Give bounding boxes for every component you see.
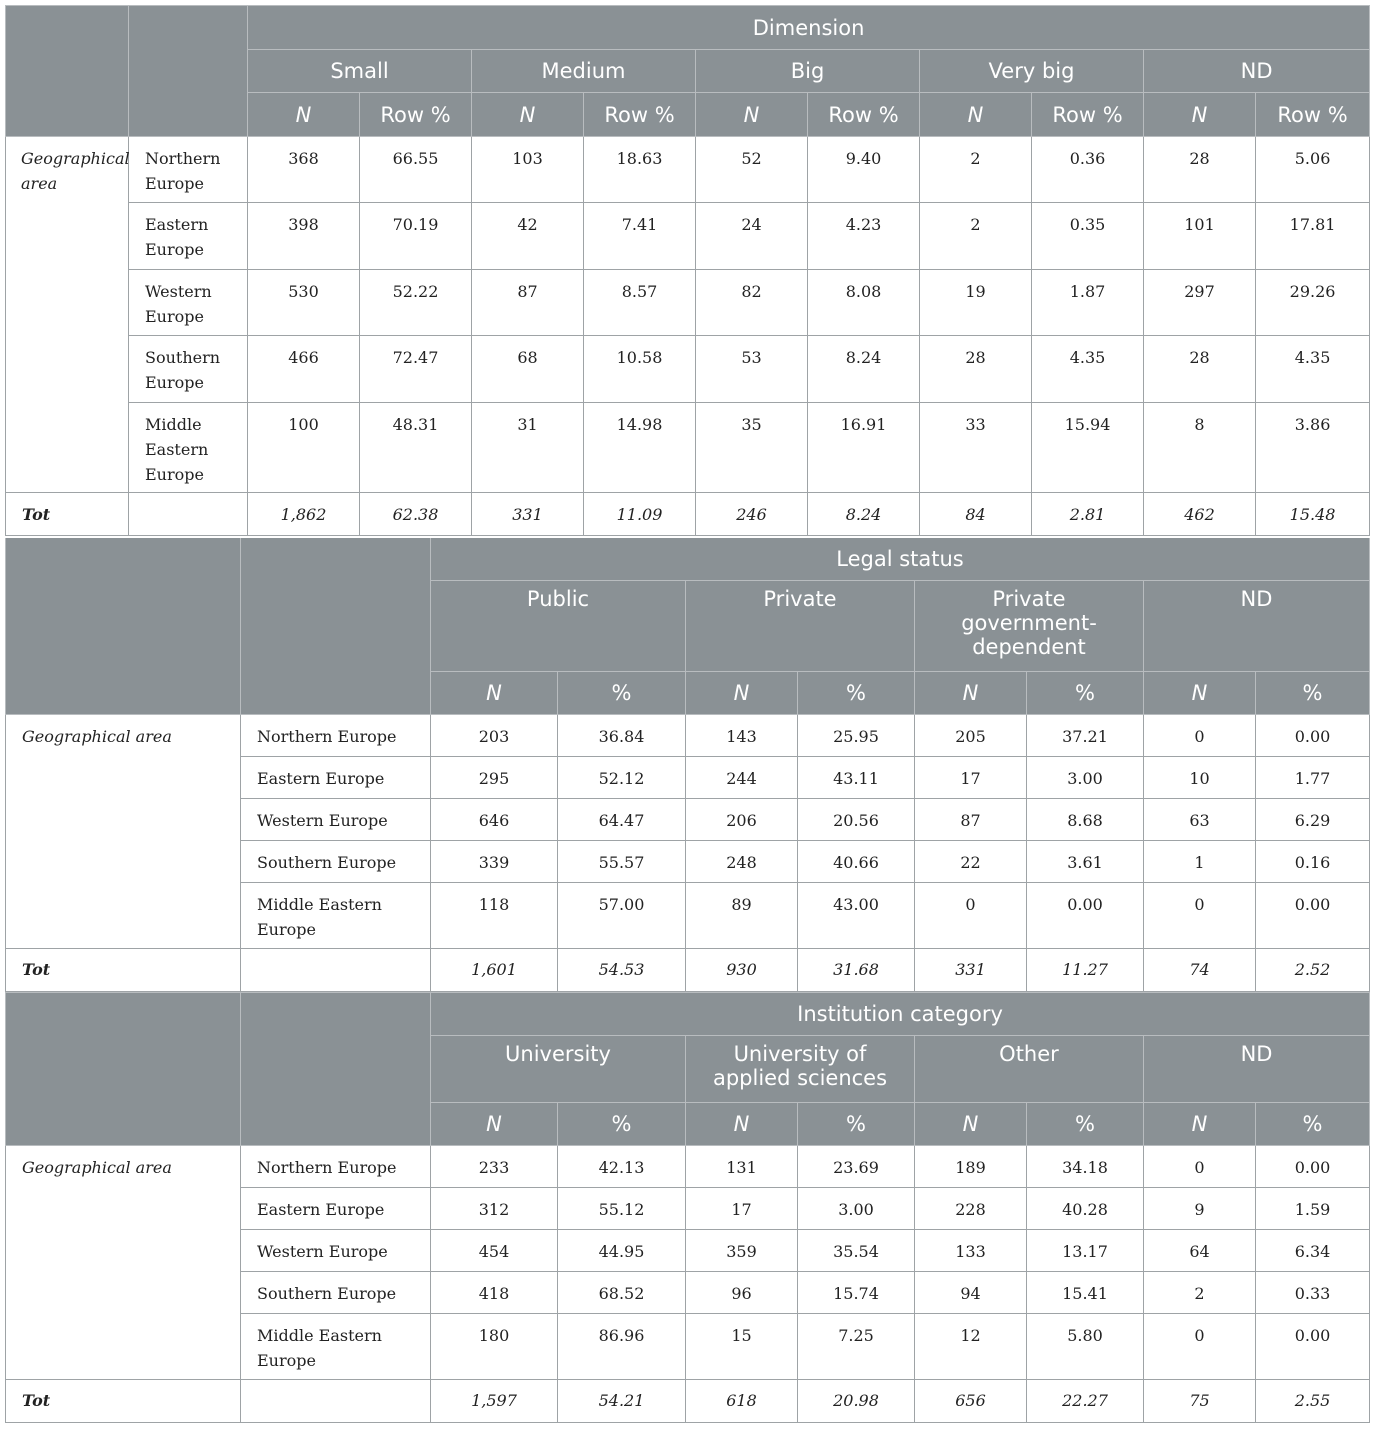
total-row bbox=[6, 493, 1370, 536]
cell: 131 bbox=[686, 1145, 798, 1187]
cell: 0.00 bbox=[1256, 882, 1370, 948]
region-label bbox=[129, 137, 248, 203]
n-header: N bbox=[915, 1102, 1027, 1145]
cell: 96 bbox=[686, 1271, 798, 1313]
legal-status-table bbox=[5, 536, 1370, 992]
cell: 2 bbox=[1144, 1271, 1256, 1313]
cell: 52.12 bbox=[558, 756, 686, 798]
cell: 19 bbox=[920, 270, 1032, 336]
cell: 1.77 bbox=[1256, 756, 1370, 798]
cell: 1,601 bbox=[431, 948, 558, 991]
cell: 359 bbox=[686, 1229, 798, 1271]
cell: 133 bbox=[915, 1229, 1027, 1271]
cell: 72.47 bbox=[360, 336, 472, 403]
cell: 33 bbox=[920, 403, 1032, 493]
region-label bbox=[129, 336, 248, 403]
cell: 20.98 bbox=[798, 1379, 915, 1422]
region-label bbox=[129, 270, 248, 336]
row-group-label-text: Geographical area bbox=[21, 149, 130, 193]
cell: 331 bbox=[915, 948, 1027, 991]
cell: 13.17 bbox=[1027, 1229, 1144, 1271]
cell: 15 bbox=[686, 1313, 798, 1379]
cell: 22.27 bbox=[1027, 1379, 1144, 1422]
empty-cell bbox=[129, 493, 248, 536]
cell: 89 bbox=[686, 882, 798, 948]
cell: 40.28 bbox=[1027, 1187, 1144, 1229]
cell: 7.25 bbox=[798, 1313, 915, 1379]
region-text: Middle Eastern Europe bbox=[145, 415, 209, 484]
cell: 55.57 bbox=[558, 840, 686, 882]
cell: 0.00 bbox=[1256, 714, 1370, 756]
total-label: Tot bbox=[6, 493, 129, 536]
cell: 206 bbox=[686, 798, 798, 840]
cell: 4.35 bbox=[1256, 336, 1370, 403]
cell: 15.74 bbox=[798, 1271, 915, 1313]
corner-cell bbox=[6, 537, 241, 714]
n-header: N bbox=[686, 671, 798, 714]
group-header: Other bbox=[915, 1035, 1144, 1102]
cell: 297 bbox=[1144, 270, 1256, 336]
n-header: N bbox=[431, 1102, 558, 1145]
group-header bbox=[915, 580, 1144, 671]
corner-cell bbox=[129, 6, 248, 137]
cell: 10.58 bbox=[584, 336, 696, 403]
cell: 23.69 bbox=[798, 1145, 915, 1187]
region-label: Northern Europe bbox=[241, 1145, 431, 1187]
cell: 101 bbox=[1144, 203, 1256, 270]
cell: 312 bbox=[431, 1187, 558, 1229]
cell: 0 bbox=[1144, 1145, 1256, 1187]
cell: 1.59 bbox=[1256, 1187, 1370, 1229]
cell: 0 bbox=[915, 882, 1027, 948]
cell: 35.54 bbox=[798, 1229, 915, 1271]
region-label: Northern Europe bbox=[241, 714, 431, 756]
cell: 94 bbox=[915, 1271, 1027, 1313]
cell: 86.96 bbox=[558, 1313, 686, 1379]
cell: 5.80 bbox=[1027, 1313, 1144, 1379]
total-row bbox=[6, 948, 1370, 991]
cell: 0.00 bbox=[1256, 1313, 1370, 1379]
cell: 100 bbox=[248, 403, 360, 493]
dimension-title: Dimension bbox=[248, 6, 1370, 50]
cell: 8.57 bbox=[584, 270, 696, 336]
row-group-label bbox=[6, 137, 129, 493]
region-text: Western Europe bbox=[145, 282, 212, 326]
cell: 0.33 bbox=[1256, 1271, 1370, 1313]
table-row bbox=[6, 336, 1370, 403]
cell: 54.53 bbox=[558, 948, 686, 991]
cell: 70.19 bbox=[360, 203, 472, 270]
region-label: Southern Europe bbox=[241, 1271, 431, 1313]
region-text: Middle Eastern Europe bbox=[257, 894, 382, 939]
n-header: N bbox=[1144, 93, 1256, 137]
cell: 656 bbox=[915, 1379, 1027, 1422]
cell: 0.35 bbox=[1032, 203, 1144, 270]
group-header bbox=[686, 1035, 915, 1102]
cell: 15.48 bbox=[1256, 493, 1370, 536]
cell: 63 bbox=[1144, 798, 1256, 840]
group-header: Public bbox=[431, 580, 686, 671]
cell: 34.18 bbox=[1027, 1145, 1144, 1187]
cell: 228 bbox=[915, 1187, 1027, 1229]
cell: 530 bbox=[248, 270, 360, 336]
pct-header: Row % bbox=[1256, 93, 1370, 137]
cell: 87 bbox=[472, 270, 584, 336]
cell: 2.55 bbox=[1256, 1379, 1370, 1422]
cell: 17.81 bbox=[1256, 203, 1370, 270]
cell: 53 bbox=[696, 336, 808, 403]
cell: 180 bbox=[431, 1313, 558, 1379]
cell: 4.35 bbox=[1032, 336, 1144, 403]
table-row bbox=[6, 270, 1370, 336]
cell: 0.00 bbox=[1027, 882, 1144, 948]
pct-header: Row % bbox=[808, 93, 920, 137]
institution-category-title: Institution category bbox=[431, 992, 1370, 1035]
n-header: N bbox=[696, 93, 808, 137]
cell: 31 bbox=[472, 403, 584, 493]
cell: 66.55 bbox=[360, 137, 472, 203]
group-header: ND bbox=[1144, 50, 1370, 93]
corner-cell bbox=[6, 6, 129, 137]
cell: 2 bbox=[920, 137, 1032, 203]
table-row bbox=[6, 203, 1370, 270]
cell: 8.24 bbox=[808, 493, 920, 536]
legal-status-title: Legal status bbox=[431, 537, 1370, 580]
cell: 6.29 bbox=[1256, 798, 1370, 840]
row-group-label: Geographical area bbox=[6, 714, 241, 948]
cell: 205 bbox=[915, 714, 1027, 756]
cell: 8.24 bbox=[808, 336, 920, 403]
table-row bbox=[6, 403, 1370, 493]
table-row bbox=[6, 137, 1370, 203]
cell: 15.94 bbox=[1032, 403, 1144, 493]
cell: 74 bbox=[1144, 948, 1256, 991]
cell: 64.47 bbox=[558, 798, 686, 840]
pct-header: % bbox=[1027, 1102, 1144, 1145]
cell: 68.52 bbox=[558, 1271, 686, 1313]
cell: 5.06 bbox=[1256, 137, 1370, 203]
cell: 10 bbox=[1144, 756, 1256, 798]
cell: 18.63 bbox=[584, 137, 696, 203]
cell: 25.95 bbox=[798, 714, 915, 756]
pct-header: % bbox=[1256, 1102, 1370, 1145]
cell: 22 bbox=[915, 840, 1027, 882]
cell: 43.00 bbox=[798, 882, 915, 948]
table-row bbox=[6, 714, 1370, 756]
pct-header: % bbox=[798, 1102, 915, 1145]
corner-cell bbox=[241, 537, 431, 714]
cell: 0.36 bbox=[1032, 137, 1144, 203]
pct-header: Row % bbox=[1032, 93, 1144, 137]
cell: 3.61 bbox=[1027, 840, 1144, 882]
cell: 29.26 bbox=[1256, 270, 1370, 336]
group-header: Private bbox=[686, 580, 915, 671]
cell: 24 bbox=[696, 203, 808, 270]
group-header: Small bbox=[248, 50, 472, 93]
group-header-text: University of applied sciences bbox=[712, 1041, 888, 1090]
cell: 0 bbox=[1144, 714, 1256, 756]
region-label: Western Europe bbox=[241, 1229, 431, 1271]
cell: 8.68 bbox=[1027, 798, 1144, 840]
region-label: Eastern Europe bbox=[241, 1187, 431, 1229]
total-label: Tot bbox=[6, 1379, 241, 1422]
group-header: Medium bbox=[472, 50, 696, 93]
cell: 7.41 bbox=[584, 203, 696, 270]
total-row bbox=[6, 1379, 1370, 1422]
cell: 17 bbox=[915, 756, 1027, 798]
cell: 8.08 bbox=[808, 270, 920, 336]
cell: 52 bbox=[696, 137, 808, 203]
cell: 14.98 bbox=[584, 403, 696, 493]
cell: 75 bbox=[1144, 1379, 1256, 1422]
cell: 0 bbox=[1144, 1313, 1256, 1379]
pct-header: % bbox=[1027, 671, 1144, 714]
empty-cell bbox=[241, 948, 431, 991]
cell: 1,597 bbox=[431, 1379, 558, 1422]
cell: 16.91 bbox=[808, 403, 920, 493]
cell: 11.09 bbox=[584, 493, 696, 536]
region-label: Eastern Europe bbox=[241, 756, 431, 798]
cell: 368 bbox=[248, 137, 360, 203]
cell: 339 bbox=[431, 840, 558, 882]
cell: 15.41 bbox=[1027, 1271, 1144, 1313]
dimension-table bbox=[5, 5, 1370, 536]
group-header: ND bbox=[1144, 1035, 1370, 1102]
row-group-label: Geographical area bbox=[6, 1145, 241, 1379]
cell: 62.38 bbox=[360, 493, 472, 536]
tables-page bbox=[5, 5, 1369, 1423]
cell: 2 bbox=[920, 203, 1032, 270]
cell: 0 bbox=[1144, 882, 1256, 948]
cell: 64 bbox=[1144, 1229, 1256, 1271]
cell: 36.84 bbox=[558, 714, 686, 756]
cell: 9.40 bbox=[808, 137, 920, 203]
cell: 6.34 bbox=[1256, 1229, 1370, 1271]
cell: 35 bbox=[696, 403, 808, 493]
cell: 295 bbox=[431, 756, 558, 798]
cell: 20.56 bbox=[798, 798, 915, 840]
cell: 466 bbox=[248, 336, 360, 403]
cell: 54.21 bbox=[558, 1379, 686, 1422]
cell: 646 bbox=[431, 798, 558, 840]
cell: 1 bbox=[1144, 840, 1256, 882]
cell: 28 bbox=[1144, 336, 1256, 403]
group-header: Big bbox=[696, 50, 920, 93]
region-label: Southern Europe bbox=[241, 840, 431, 882]
total-label: Tot bbox=[6, 948, 241, 991]
cell: 43.11 bbox=[798, 756, 915, 798]
cell: 1,862 bbox=[248, 493, 360, 536]
n-header: N bbox=[686, 1102, 798, 1145]
pct-header: % bbox=[558, 671, 686, 714]
cell: 189 bbox=[915, 1145, 1027, 1187]
cell: 398 bbox=[248, 203, 360, 270]
cell: 103 bbox=[472, 137, 584, 203]
cell: 55.12 bbox=[558, 1187, 686, 1229]
cell: 17 bbox=[686, 1187, 798, 1229]
cell: 462 bbox=[1144, 493, 1256, 536]
pct-header: % bbox=[798, 671, 915, 714]
cell: 246 bbox=[696, 493, 808, 536]
region-label bbox=[241, 882, 431, 948]
cell: 42.13 bbox=[558, 1145, 686, 1187]
cell: 9 bbox=[1144, 1187, 1256, 1229]
cell: 40.66 bbox=[798, 840, 915, 882]
cell: 11.27 bbox=[1027, 948, 1144, 991]
cell: 248 bbox=[686, 840, 798, 882]
region-text: Southern Europe bbox=[145, 348, 221, 392]
cell: 3.00 bbox=[1027, 756, 1144, 798]
cell: 0.00 bbox=[1256, 1145, 1370, 1187]
cell: 28 bbox=[920, 336, 1032, 403]
cell: 31.68 bbox=[798, 948, 915, 991]
empty-cell bbox=[241, 1379, 431, 1422]
region-text: Middle Eastern Europe bbox=[257, 1325, 382, 1370]
cell: 87 bbox=[915, 798, 1027, 840]
cell: 3.86 bbox=[1256, 403, 1370, 493]
region-text: Eastern Europe bbox=[145, 215, 209, 259]
cell: 244 bbox=[686, 756, 798, 798]
corner-cell bbox=[6, 992, 241, 1145]
pct-header: Row % bbox=[584, 93, 696, 137]
cell: 84 bbox=[920, 493, 1032, 536]
pct-header: % bbox=[1256, 671, 1370, 714]
cell: 143 bbox=[686, 714, 798, 756]
n-header: N bbox=[920, 93, 1032, 137]
region-label bbox=[129, 403, 248, 493]
cell: 454 bbox=[431, 1229, 558, 1271]
cell: 233 bbox=[431, 1145, 558, 1187]
n-header: N bbox=[431, 671, 558, 714]
n-header: N bbox=[472, 93, 584, 137]
cell: 118 bbox=[431, 882, 558, 948]
cell: 12 bbox=[915, 1313, 1027, 1379]
n-header: N bbox=[1144, 671, 1256, 714]
n-header: N bbox=[248, 93, 360, 137]
table-row bbox=[6, 1145, 1370, 1187]
cell: 48.31 bbox=[360, 403, 472, 493]
cell: 57.00 bbox=[558, 882, 686, 948]
group-header-text: Private government-dependent bbox=[961, 586, 1097, 659]
group-header: ND bbox=[1144, 580, 1370, 671]
region-label bbox=[241, 1313, 431, 1379]
cell: 42 bbox=[472, 203, 584, 270]
cell: 68 bbox=[472, 336, 584, 403]
cell: 37.21 bbox=[1027, 714, 1144, 756]
cell: 82 bbox=[696, 270, 808, 336]
cell: 2.81 bbox=[1032, 493, 1144, 536]
group-header: University bbox=[431, 1035, 686, 1102]
cell: 4.23 bbox=[808, 203, 920, 270]
pct-header: % bbox=[558, 1102, 686, 1145]
region-text: Northern Europe bbox=[145, 149, 221, 193]
cell: 44.95 bbox=[558, 1229, 686, 1271]
region-label: Western Europe bbox=[241, 798, 431, 840]
cell: 930 bbox=[686, 948, 798, 991]
region-label bbox=[129, 203, 248, 270]
cell: 28 bbox=[1144, 137, 1256, 203]
n-header: N bbox=[1144, 1102, 1256, 1145]
cell: 203 bbox=[431, 714, 558, 756]
cell: 331 bbox=[472, 493, 584, 536]
cell: 618 bbox=[686, 1379, 798, 1422]
cell: 2.52 bbox=[1256, 948, 1370, 991]
cell: 52.22 bbox=[360, 270, 472, 336]
institution-category-table bbox=[5, 992, 1370, 1423]
cell: 1.87 bbox=[1032, 270, 1144, 336]
cell: 8 bbox=[1144, 403, 1256, 493]
pct-header: Row % bbox=[360, 93, 472, 137]
n-header: N bbox=[915, 671, 1027, 714]
cell: 3.00 bbox=[798, 1187, 915, 1229]
group-header: Very big bbox=[920, 50, 1144, 93]
cell: 0.16 bbox=[1256, 840, 1370, 882]
cell: 418 bbox=[431, 1271, 558, 1313]
corner-cell bbox=[241, 992, 431, 1145]
